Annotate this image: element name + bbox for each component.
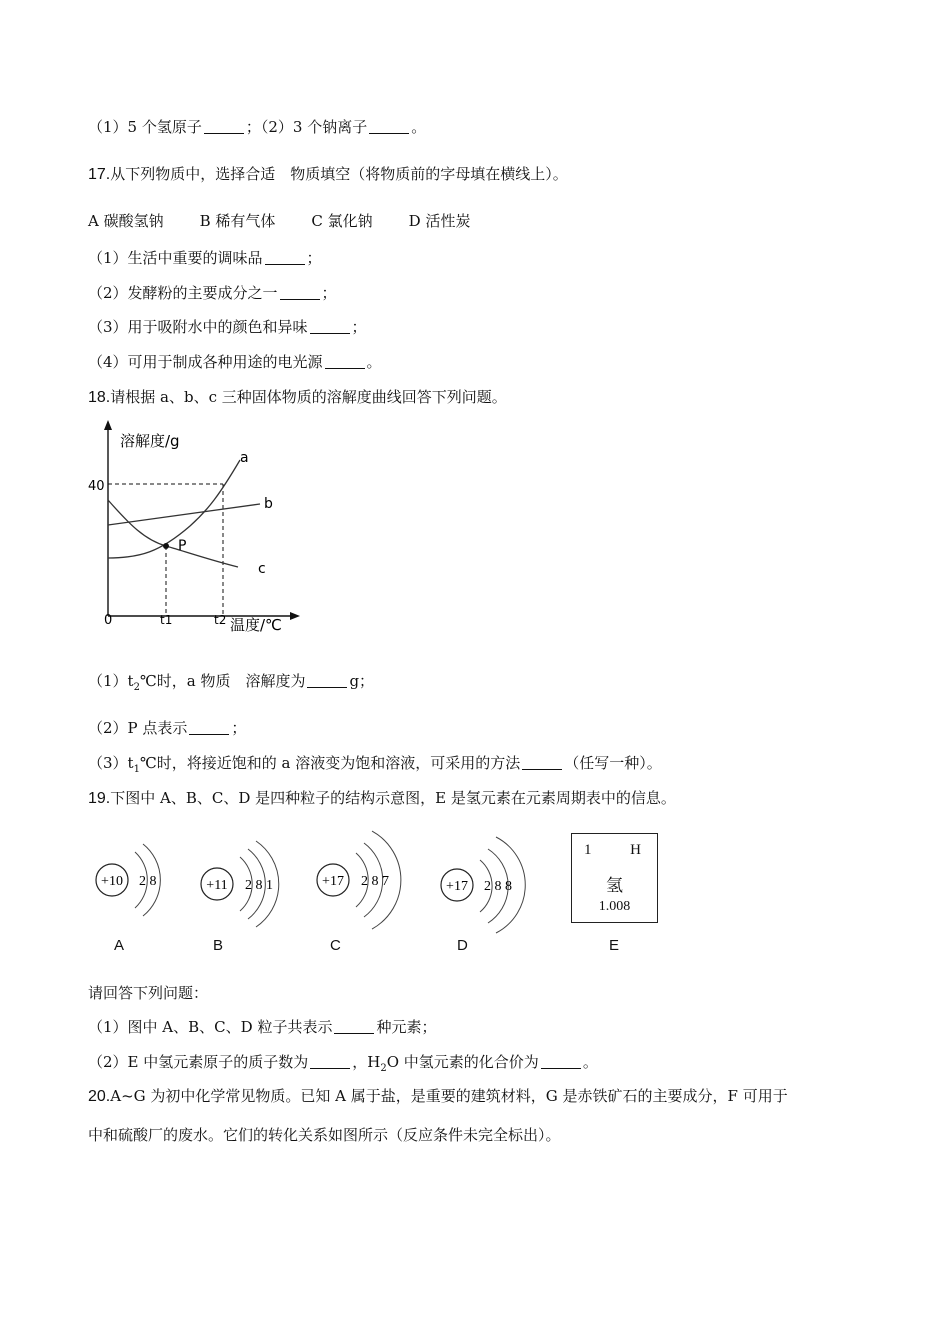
- origin-label: 0: [104, 613, 113, 628]
- atomic-number: 1: [584, 842, 592, 858]
- answer-blank[interactable]: [204, 119, 244, 134]
- answer-blank[interactable]: [310, 1054, 350, 1069]
- x-axis-arrow: [290, 612, 300, 620]
- answer-blank[interactable]: [189, 720, 229, 735]
- solubility-chart: [80, 420, 310, 640]
- answer-blank[interactable]: [369, 119, 409, 134]
- q16-line: （1）5 个氢原子 ；（2）3 个钠离子 。: [88, 118, 427, 136]
- label-b: B: [213, 937, 224, 954]
- q20-stem-line-1: 20.A~G 为初中化学常见物质。已知 A 属于盐，是重要的建筑材料，G 是赤铁矿石的主要成分，F 可用于: [88, 1087, 788, 1105]
- question-number: 18.: [88, 389, 111, 406]
- choice-c: C 氯化钠: [311, 212, 373, 230]
- svg-text:2 8 1: 2 8 1: [245, 878, 273, 893]
- curve-b: [108, 504, 260, 525]
- particle-diagrams: [85, 825, 545, 935]
- element-card-hydrogen: [571, 833, 658, 923]
- x-axis-label: 温度/℃: [230, 616, 282, 634]
- point-p: [163, 543, 169, 549]
- q17-item-2: （2）发酵粉的主要成分之一 ；: [88, 284, 337, 302]
- label-a: A: [114, 937, 125, 954]
- series-label-a: a: [240, 450, 249, 466]
- y-axis-label: 溶解度/g: [120, 432, 180, 450]
- series-label-c: c: [258, 561, 266, 577]
- question-number: 17.: [88, 166, 111, 183]
- svg-text:+10: +10: [101, 874, 123, 889]
- q19-item-2: （2）E 中氢元素原子的质子数为 ，$H_2O$ 中氢元素的化合价为 。: [88, 1053, 598, 1074]
- q20-stem-line-2: 中和硫酸厂的废水。它们的转化关系如图所示（反应条件未完全标出）。: [88, 1126, 561, 1144]
- y-axis-arrow: [104, 420, 112, 430]
- q18-item-3: $(3)t_1℃$时，将接近饱和的 a 溶液变为饱和溶液，可采用的方法 （任写一种）。: [88, 754, 662, 775]
- q18-item-2: （2）P 点表示 ；: [88, 719, 247, 737]
- particle-b: [201, 841, 279, 927]
- svg-text:+11: +11: [206, 878, 228, 893]
- q17-stem: 17.从下列物质中，选择合适 物质填空（将物质前的字母填在横线上）。: [88, 165, 568, 183]
- particle-a: [96, 844, 160, 916]
- choice-d: D 活性炭: [408, 212, 471, 230]
- answer-blank[interactable]: [310, 319, 350, 334]
- point-p-label: P: [178, 538, 187, 554]
- answer-blank[interactable]: [334, 1019, 374, 1034]
- element-name: 氢: [606, 876, 623, 896]
- label-c: C: [330, 937, 341, 954]
- x-tick-t1: t1: [160, 613, 173, 627]
- q17-item-4: （4）可用于制成各种用途的电光源 。: [88, 353, 382, 371]
- q18-stem: 18.请根据 a、b、c 三种固体物质的溶解度曲线回答下列问题。: [88, 388, 507, 406]
- atomic-mass: 1.008: [598, 899, 631, 914]
- answer-blank[interactable]: [522, 755, 562, 770]
- q17-choices: [88, 210, 506, 232]
- svg-text:+17: +17: [446, 879, 468, 894]
- answer-blank[interactable]: [265, 250, 305, 265]
- choice-b: B 稀有气体: [199, 212, 276, 230]
- q19-stem: 19.下图中 A、B、C、D 是四种粒子的结构示意图，E 是氢元素在元素周期表中的信息。: [88, 789, 676, 807]
- question-number: 20.: [88, 1088, 111, 1105]
- answer-blank[interactable]: [307, 673, 347, 688]
- answer-blank[interactable]: [541, 1054, 581, 1069]
- q17-item-1: （1）生活中重要的调味品 ；: [88, 249, 322, 267]
- label-e: E: [609, 937, 620, 954]
- q17-item-3: （3）用于吸附水中的颜色和异味 ；: [88, 318, 367, 336]
- svg-text:+17: +17: [322, 874, 344, 889]
- q19-item-1: （1）图中 A、B、C、D 粒子共表示 种元素；: [88, 1018, 437, 1036]
- answer-blank[interactable]: [325, 354, 365, 369]
- element-symbol: H: [630, 842, 641, 858]
- svg-text:2 8 8: 2 8 8: [484, 879, 512, 894]
- svg-text:2 8: 2 8: [139, 874, 157, 889]
- question-number: 19.: [88, 790, 111, 807]
- particle-c: [317, 831, 401, 929]
- series-label-b: b: [264, 496, 273, 512]
- x-tick-t2: t2: [214, 613, 227, 627]
- svg-text:2 8 7: 2 8 7: [361, 874, 389, 889]
- q18-item-1: $(1)t_2℃$时，a 物质 溶解度为 g；: [88, 672, 375, 693]
- answer-blank[interactable]: [280, 285, 320, 300]
- q19-prompt: 请回答下列问题：: [88, 984, 209, 1002]
- label-d: D: [457, 937, 468, 954]
- choice-a: A 碳酸氢钠: [88, 212, 164, 230]
- y-tick-40: 40: [88, 479, 105, 494]
- particle-d: [441, 837, 525, 933]
